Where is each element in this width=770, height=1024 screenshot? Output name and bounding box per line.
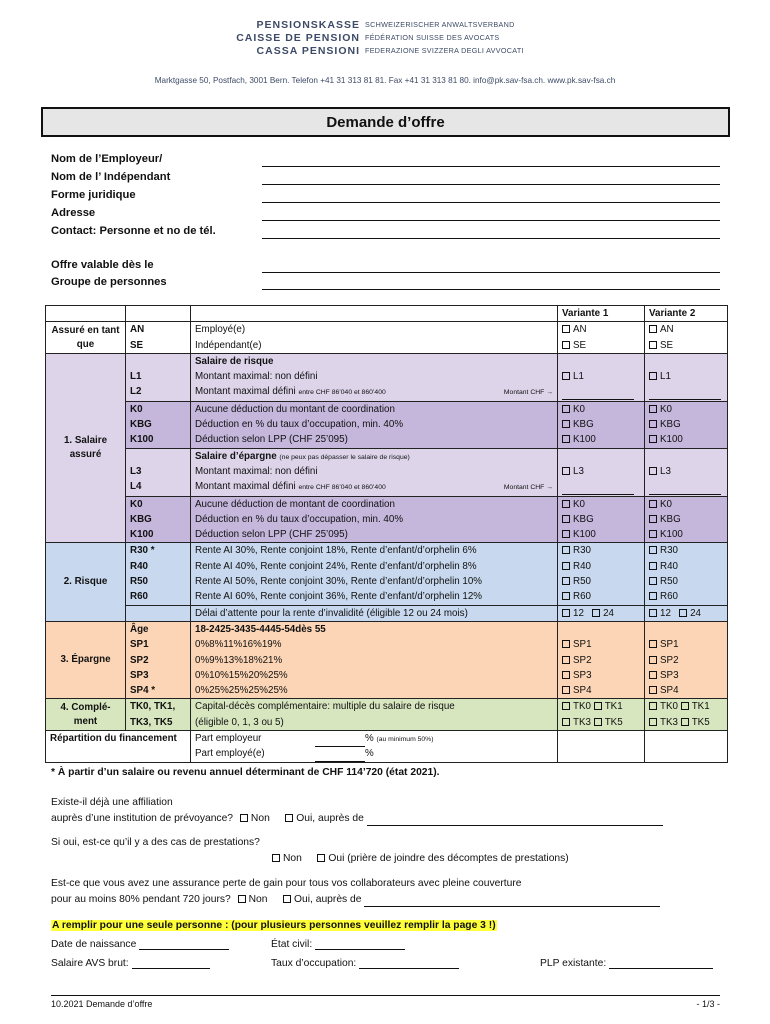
org-desc-fr: FÉDÉRATION SUISSE DES AVOCATS — [365, 33, 500, 42]
checkbox-k0-v1[interactable]: K0 — [562, 402, 640, 417]
row-delai — [46, 605, 728, 621]
row-coordination-2: K0 KBG K100 Aucune déduction de montant de coordination Déduction en % du taux d’occupation, min. 40% Déduction selon LPP (CHF 25’095) K0 KBG K100 K0 KBG K100 — [46, 496, 728, 543]
question-prestations — [51, 835, 569, 866]
checkbox-r30-v1[interactable]: R30 — [562, 543, 640, 558]
address-line: Marktgasse 50, Postfach, 3001 Bern. Telefon +41 31 313 81 81. Fax +41 31 313 81 80. info@pk.sav-fsa.ch. www.pk.sav-fsa.ch — [154, 76, 616, 85]
field-label: Groupe de personnes — [51, 276, 167, 288]
checkbox-r60-v2[interactable]: R60 — [649, 589, 723, 604]
checkbox-se-v2[interactable]: SE — [649, 338, 723, 353]
checkbox-k0b-v1[interactable]: K0 — [562, 497, 640, 512]
row-assure — [46, 322, 728, 354]
checkbox-r60-v1[interactable]: R60 — [562, 589, 640, 604]
checkbox-24-v2[interactable]: 24 — [679, 608, 701, 619]
checkbox-sp2-v2[interactable]: SP2 — [649, 653, 723, 668]
q1-label-2: auprès d’une institution de prévoyance? — [51, 812, 234, 824]
checkbox-tk1-v1[interactable]: TK1 — [594, 701, 623, 712]
salaire-epargne-title: Salaire d’épargne — [195, 450, 277, 462]
field-label: Offre valable dès le — [51, 259, 154, 271]
affiliation-input[interactable] — [367, 814, 663, 826]
checkbox-l1-v1[interactable]: L1 — [562, 369, 640, 384]
question-affiliation — [51, 795, 663, 826]
checkbox-12-v1[interactable]: 12 — [562, 608, 584, 619]
org-name-de: PENSIONSKASSE — [256, 18, 360, 31]
checkbox-tk1-v2[interactable]: TK1 — [681, 701, 710, 712]
field-label: Nom de l’ Indépendant — [51, 171, 171, 183]
checkbox-prestations-non[interactable]: Non — [268, 853, 302, 864]
checkbox-24-v1[interactable]: 24 — [592, 608, 614, 619]
field-etat-civil[interactable]: État civil: — [271, 938, 405, 950]
checkbox-r40-v2[interactable]: R40 — [649, 559, 723, 574]
page-number: - 1/3 - — [696, 999, 720, 1009]
checkbox-sp4-v2[interactable]: SP4 — [649, 683, 723, 698]
single-person-banner: A remplir pour une seule personne : (pour plusieurs personnes veuillez remplir la page 3 !) — [52, 920, 496, 931]
checkbox-k0b-v2[interactable]: K0 — [649, 497, 723, 512]
row-risque: 2. Risque R30 * R40 R50 R60 Rente AI 30%, Rente conjoint 18%, Rente d’enfant/d’orphelin 6% Rente AI 40%, Rente conjoint 24%, Rente d’enfant/d’orphelin 8% Rente AI 50%, Rente conjoint 30%, Rente d’enfant/d’orphelin 10% Rente AI 60%, Rente conjoint 36%, Rente d’enfant/d’orphelin 12% R30 R40 R50 R60 R30 R40 R50 R60 — [46, 543, 728, 605]
row-complement: 4. Complé-ment TK0, TK1, TK3, TK5 Capital-décès complémentaire: multiple du salaire de risque (éligible 0, 1, 3 ou 5) TK0 TK1 TK3 TK5 TK0 TK1 TK3 TK5 — [46, 699, 728, 731]
checkbox-r50-v2[interactable]: R50 — [649, 574, 723, 589]
sp4-rates: 0%25%25%25%25% — [195, 685, 288, 697]
sp3-rates: 0%10%15%20%25% — [195, 669, 288, 681]
code: L2 — [130, 386, 142, 398]
field-taux[interactable]: Taux d’occupation: — [271, 957, 459, 969]
assure-label: Assuré en tant que — [46, 322, 126, 354]
checkbox-l3-v1[interactable]: L3 — [562, 464, 640, 479]
row-salaire-epargne: L3 L4 Salaire d’épargne (ne peux pas dépasser le salaire de risque) Montant maximal: non défini Montant maximal défini entre CHF 86’040 et 860’400 Montant CHF → L3 L3 — [46, 448, 728, 496]
org-desc-it: FEDERAZIONE SVIZZERA DEGLI AVVOCATI — [365, 46, 524, 55]
q2-label: Si oui, est-ce qu’il y a des cas de prestations? — [51, 837, 260, 848]
field-label: Nom de l’Employeur/ — [51, 153, 163, 165]
salaire-label: 1. Salaire assuré — [46, 353, 126, 543]
checkbox-kbgb-v1[interactable]: KBG — [562, 512, 640, 527]
pertegain-input[interactable] — [364, 895, 660, 907]
field-employeur[interactable] — [51, 151, 720, 169]
code: AN — [130, 324, 145, 336]
variant2-header: Variante 2 — [645, 306, 728, 322]
part-employe-input[interactable] — [315, 751, 365, 762]
org-desc-de: SCHWEIZERISCHER ANWALTSVERBAND — [365, 20, 515, 29]
code: L1 — [130, 371, 142, 383]
checkbox-sp3-v2[interactable]: SP3 — [649, 668, 723, 683]
age-header: 18-2425-3435-4445-54dès 55 — [195, 623, 326, 635]
checkbox-an-v2[interactable]: AN — [649, 322, 723, 337]
checkbox-sp1-v2[interactable]: SP1 — [649, 637, 723, 652]
sp1-rates: 0%8%11%16%19% — [195, 639, 282, 651]
row-salaire-risque — [46, 353, 728, 401]
checkbox-affiliation-non[interactable]: Non — [236, 813, 270, 824]
complement-label: 4. Complé-ment — [46, 699, 126, 731]
checkbox-sp1-v1[interactable]: SP1 — [562, 637, 640, 652]
checkbox-affiliation-oui[interactable]: Oui, auprès de — [281, 813, 364, 824]
options-table — [45, 305, 728, 763]
checkbox-tk0-v1[interactable]: TK0 — [562, 701, 591, 712]
org-name-it: CASSA PENSIONI — [256, 44, 360, 57]
org-name-fr: CAISSE DE PENSION — [236, 31, 360, 44]
checkbox-tk0-v2[interactable]: TK0 — [649, 701, 678, 712]
montant-input-v2[interactable] — [649, 384, 723, 399]
risque-label: 2. Risque — [46, 543, 126, 621]
field-label: Contact: Personne et no de tél. — [51, 225, 216, 237]
salaire-risque-title: Salaire de risque — [195, 355, 274, 367]
checkbox-kbg-v1[interactable]: KBG — [562, 417, 640, 432]
epargne-montant-input-v1[interactable] — [562, 479, 640, 494]
checkbox-k100b-v2[interactable]: K100 — [649, 527, 723, 542]
checkbox-pertegain-oui[interactable]: Oui, auprès de — [279, 894, 362, 905]
checkbox-l1-v2[interactable]: L1 — [649, 369, 723, 384]
checkbox-se-v1[interactable]: SE — [562, 338, 640, 353]
field-naissance[interactable]: Date de naissance — [51, 938, 229, 950]
checkbox-kbg-v2[interactable]: KBG — [649, 417, 723, 432]
checkbox-tk5-v2[interactable]: TK5 — [681, 717, 710, 728]
checkbox-k0-v2[interactable]: K0 — [649, 402, 723, 417]
page-title: Demande d’offre — [41, 107, 730, 137]
checkbox-k100-v1[interactable]: K100 — [562, 432, 640, 447]
q1-label: Existe-il déjà une affiliation — [51, 797, 173, 808]
checkbox-l3-v2[interactable]: L3 — [649, 464, 723, 479]
desc: Indépendant(e) — [195, 339, 262, 351]
field-label: Adresse — [51, 207, 96, 219]
checkbox-tk3-v1[interactable]: TK3 — [562, 717, 591, 728]
field-salaire-avs[interactable]: Salaire AVS brut: — [51, 957, 210, 969]
desc: Employé(e) — [195, 324, 246, 336]
q3-label: Est-ce que vous avez une assurance perte de gain pour tous vos collaborateurs avec pleine couverture — [51, 878, 522, 889]
checkbox-r40-v1[interactable]: R40 — [562, 559, 640, 574]
checkbox-tk5-v1[interactable]: TK5 — [594, 717, 623, 728]
field-independant[interactable] — [51, 169, 720, 187]
field-label: Forme juridique — [51, 189, 136, 201]
montant-input-v1[interactable] — [562, 384, 640, 399]
letterhead — [0, 18, 770, 57]
field-contact[interactable] — [51, 223, 720, 241]
checkbox-sp4-v1[interactable]: SP4 — [562, 683, 640, 698]
checkbox-k100-v2[interactable]: K100 — [649, 432, 723, 447]
checkbox-12-v2[interactable]: 12 — [649, 608, 671, 619]
financement-label: Répartition du financement — [46, 731, 191, 763]
field-forme-juridique[interactable] — [51, 187, 720, 205]
checkbox-k100b-v1[interactable]: K100 — [562, 527, 640, 542]
table-header-row — [46, 306, 728, 322]
checkbox-r50-v1[interactable]: R50 — [562, 574, 640, 589]
q3-label-2: pour au moins 80% pendant 720 jours? — [51, 893, 231, 905]
page-footer — [51, 995, 720, 1009]
montant-label: Montant CHF → — [503, 389, 553, 397]
checkbox-prestations-oui[interactable]: Oui (prière de joindre des décomptes de prestations) — [313, 853, 568, 864]
epargne-montant-input-v2[interactable] — [649, 479, 723, 494]
checkbox-tk3-v2[interactable]: TK3 — [649, 717, 678, 728]
row-coordination-1: K0 KBG K100 Aucune déduction du montant de coordination Déduction en % du taux d’occupation, min. 40% Déduction selon LPP (CHF 25’095) K0 KBG K100 K0 KBG K100 — [46, 401, 728, 448]
footer-left: 10.2021 Demande d’offre — [51, 999, 153, 1009]
field-offre-valable[interactable] — [51, 257, 720, 275]
field-groupe[interactable] — [51, 274, 720, 292]
variant1-header: Variante 1 — [558, 306, 645, 322]
sp2-rates: 0%9%13%18%21% — [195, 654, 283, 666]
desc: Montant maximal défini — [195, 386, 296, 398]
code: SE — [130, 339, 144, 351]
checkbox-kbgb-v2[interactable]: KBG — [649, 512, 723, 527]
field-adresse[interactable] — [51, 205, 720, 223]
row-epargne: 3. Épargne Âge SP1 SP2 SP3 SP4 * 18-2425-3435-4445-54dès 55 0%8%11%16%19% 0%9%13%18%21% 0%10%15%20%25% 0%25%25%25%25% SP1 SP2 SP3 SP4 SP1 SP2 SP3 SP4 — [46, 621, 728, 698]
field-plp[interactable]: PLP existante: — [540, 957, 713, 969]
desc: Montant maximal: non défini — [195, 371, 318, 383]
epargne-note: (ne peux pas dépasser le salaire de risque) — [279, 453, 410, 461]
checkbox-an-v1[interactable]: AN — [562, 322, 640, 337]
question-perte-gain — [51, 876, 660, 907]
epargne-label: 3. Épargne — [46, 621, 126, 698]
delai-label: Délai d’attente pour la rente d’invalidité (éligible 12 ou 24 mois) — [191, 605, 558, 621]
checkbox-sp2-v1[interactable]: SP2 — [562, 653, 640, 668]
footnote: * À partir d’un salaire ou revenu annuel déterminant de CHF 114’720 (état 2021). — [51, 767, 440, 778]
row-financement: Répartition du financement Part employeur % (au minimum 50%) Part employé(e) % — [46, 731, 728, 763]
checkbox-sp3-v1[interactable]: SP3 — [562, 668, 640, 683]
checkbox-pertegain-non[interactable]: Non — [234, 894, 268, 905]
checkbox-r30-v2[interactable]: R30 — [649, 543, 723, 558]
range: entre CHF 86’040 et 860’400 — [298, 389, 386, 397]
